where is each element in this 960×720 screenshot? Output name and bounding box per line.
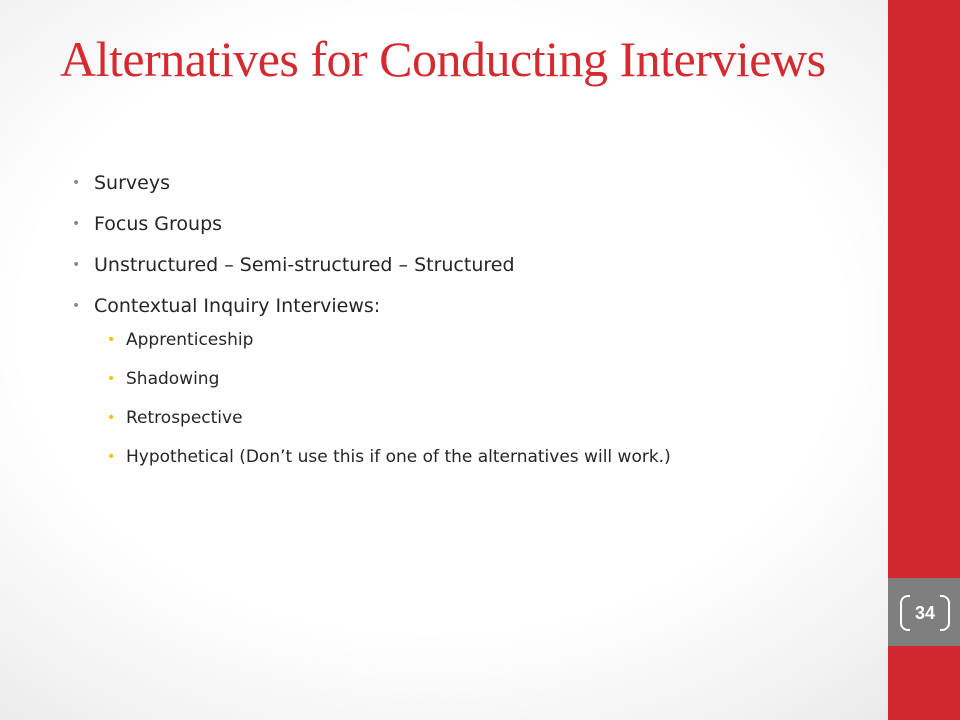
sub-bullet-marker: •	[107, 371, 116, 387]
sub-bullet-marker: •	[107, 449, 116, 465]
bullet-marker: •	[72, 175, 81, 191]
bullet-text: Surveys	[94, 172, 170, 194]
bullet-item	[72, 172, 872, 195]
bullet-marker: •	[72, 298, 81, 314]
slide-title: Alternatives for Conducting Interviews	[60, 31, 826, 87]
bullet-text: Contextual Inquiry Interviews:	[94, 295, 381, 317]
sub-bullet-item	[94, 447, 872, 467]
bullet-list	[72, 172, 872, 467]
bullet-item	[72, 295, 872, 467]
slide-body	[72, 172, 872, 486]
page-number: 34	[914, 603, 936, 623]
sub-bullet-item	[94, 408, 872, 428]
sub-bullet-text: Retrospective	[126, 408, 243, 428]
bullet-marker: •	[72, 257, 81, 273]
bullet-marker: •	[72, 216, 81, 232]
sub-bullet-marker: •	[107, 410, 116, 426]
sub-bullet-text: Apprenticeship	[126, 330, 254, 350]
sub-bullet-item	[94, 369, 872, 389]
bullet-item	[72, 213, 872, 236]
sub-bullet-list	[94, 330, 872, 467]
sub-bullet-text: Shadowing	[126, 369, 220, 389]
bullet-text: Focus Groups	[94, 213, 223, 235]
sub-bullet-item	[94, 330, 872, 350]
sub-bullet-text: Hypothetical (Don’t use this if one of the alternatives will work.)	[126, 447, 671, 467]
bullet-text: Unstructured – Semi-structured – Structured	[94, 254, 515, 276]
sub-bullet-marker: •	[107, 332, 116, 348]
bullet-item	[72, 254, 872, 277]
